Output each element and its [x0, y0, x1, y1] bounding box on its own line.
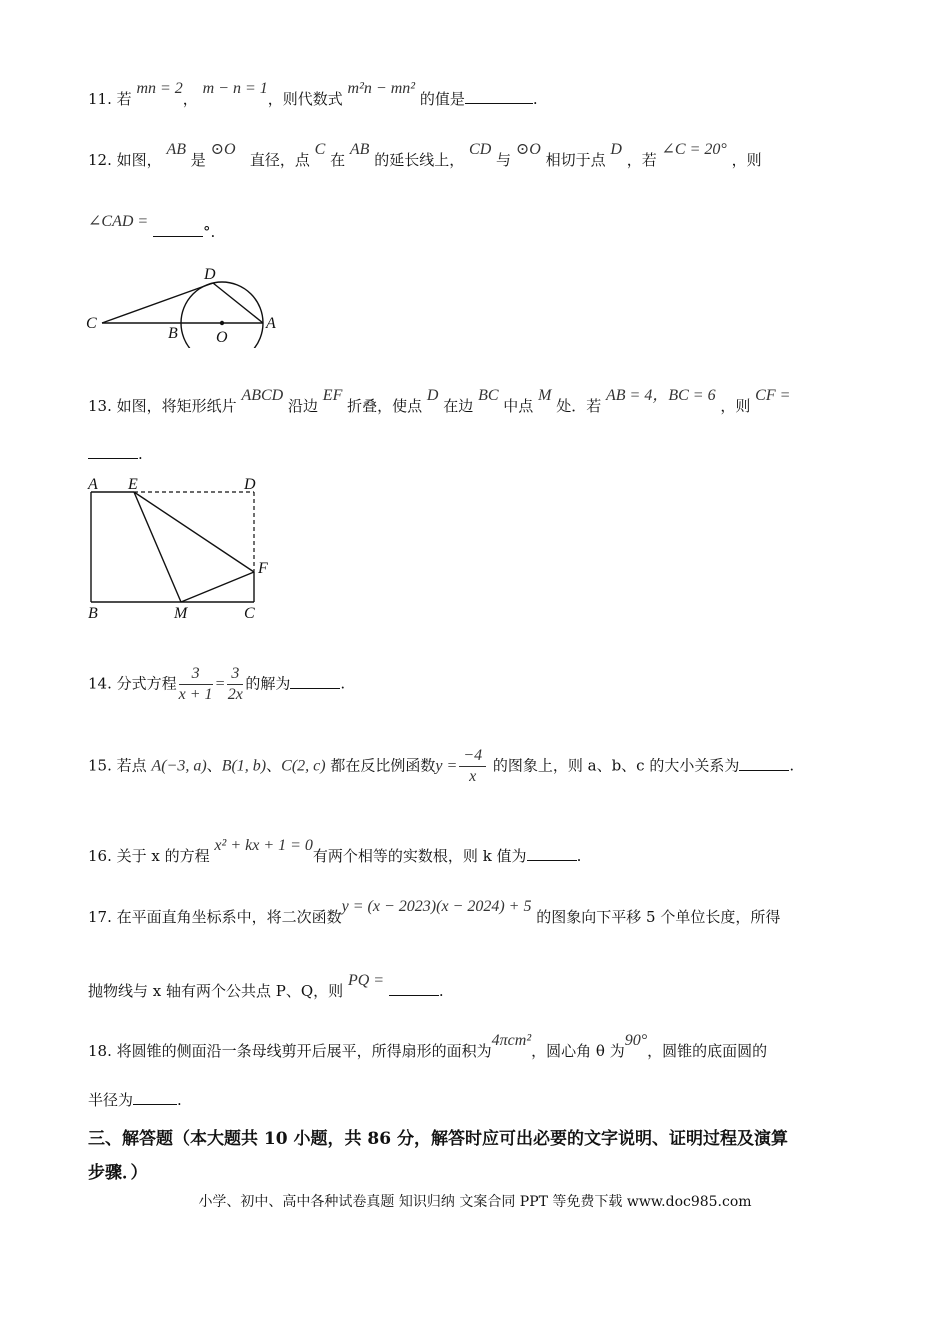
- math-expr: m²n − mn²: [347, 80, 416, 97]
- answer-blank[interactable]: [389, 981, 439, 996]
- math-expr: mn = 2: [136, 80, 183, 97]
- label-a: A: [88, 476, 98, 493]
- label-a: A: [266, 315, 276, 332]
- label-c: C: [244, 605, 255, 622]
- question-13-cont: .: [88, 444, 143, 463]
- question-12: 12. 如图， AB 是 ⊙O 直径，点 C 在 AB 的延长线上， CD 与 ⊙O 相切于点 D ，若 ∠C = 20° ，则: [88, 141, 762, 169]
- question-12-cont: ∠CAD = °.: [88, 213, 216, 241]
- question-11: 11. 若 mn = 2， m − n = 1，则代数式 m²n − mn² 的值是 .: [88, 80, 538, 108]
- fold-ef: [134, 492, 254, 572]
- tangent-cd: [102, 283, 213, 323]
- answer-blank[interactable]: [153, 222, 203, 237]
- edge-mf: [181, 572, 254, 602]
- center-point: [220, 321, 224, 325]
- question-17-cont: 抛物线与 x 轴有两个公共点 P、Q，则 PQ = .: [88, 972, 444, 1000]
- section-heading: 三、解答题（本大题共 10 小题，共 86 分，解答时应可出必要的文字说明、证明过程及演算: [88, 1129, 788, 1149]
- label-d: D: [204, 266, 216, 283]
- answer-blank[interactable]: [465, 89, 533, 104]
- label-f: F: [258, 560, 268, 577]
- page-footer: 小学、初中、高中各种试卷真题 知识归纳 文案合同 PPT 等免费下载 www.doc985.com: [198, 1194, 752, 1210]
- question-15: 15. 若点 A(−3, a)、B(1, b)、C(2, c) 都在反比例函数y = $\frac{-4}{x}$ 的图象上，则 a、b、c 的大小关系为 .: [88, 747, 795, 785]
- label-d: D: [244, 476, 256, 493]
- figure-circle-tangent: [80, 262, 290, 348]
- fraction: $\frac{3}{x + 1}$: [178, 665, 213, 703]
- label-c: C: [86, 315, 97, 332]
- question-18: 18. 将圆锥的侧面沿一条母线剪开后展平，所得扇形的面积为4πcm²，圆心角 θ 为90°，圆锥的底面圆的: [88, 1032, 768, 1060]
- fraction: $\frac{3}{2x}$: [227, 665, 243, 703]
- question-16: 16. 关于 x 的方程 x² + kx + 1 = 0有两个相等的实数根，则 k 值为 .: [88, 837, 582, 865]
- question-14: 14. 分式方程 $\frac{3}{x + 1}$ = $\frac{3}{2x}$ 的解为 .: [88, 665, 346, 703]
- answer-blank[interactable]: [88, 444, 138, 459]
- figure-rectangle-fold: [80, 474, 280, 624]
- chord-da: [213, 283, 263, 323]
- math-expr: m − n = 1: [202, 80, 268, 97]
- fraction: $\frac{-4}{x}$: [459, 746, 486, 787]
- label-b: B: [168, 325, 178, 342]
- answer-blank[interactable]: [739, 756, 789, 771]
- label-o: O: [216, 329, 228, 346]
- answer-blank[interactable]: [527, 846, 577, 861]
- question-17: 17. 在平面直角坐标系中，将二次函数y = (x − 2023)(x − 2024) + 5 的图象向下平移 5 个单位长度，所得: [88, 898, 781, 926]
- section-heading-cont: 步骤．）: [88, 1163, 148, 1183]
- label-b: B: [88, 605, 98, 622]
- answer-blank[interactable]: [290, 674, 340, 689]
- question-18-cont: 半径为 .: [88, 1091, 182, 1109]
- label-m: M: [174, 605, 188, 622]
- label-e: E: [128, 476, 138, 493]
- answer-blank[interactable]: [133, 1090, 177, 1105]
- question-13: 13. 如图，将矩形纸片 ABCD 沿边 EF 折叠，使点 D 在边 BC 中点 M 处．若 AB = 4，BC = 6 ，则 CF =: [88, 387, 791, 415]
